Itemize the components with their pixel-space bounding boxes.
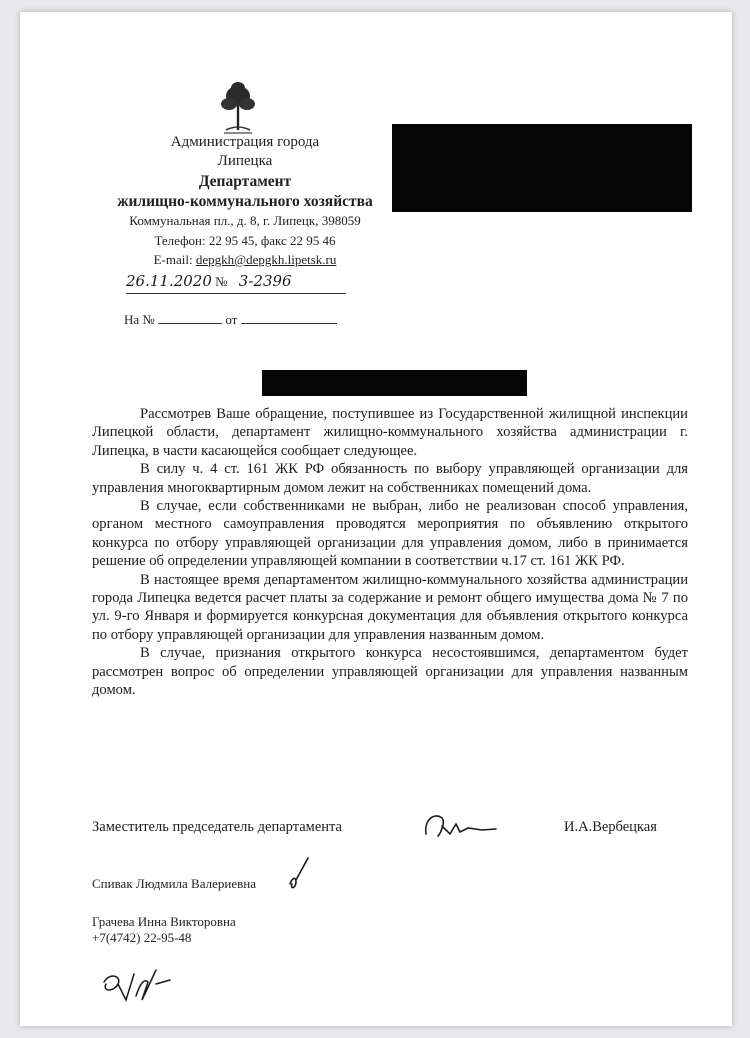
- paragraph-1: Рассмотрев Ваше обращение, поступившее из Государственной жилищной инспекции Липецкой области, департамент жилищно-коммунального хозяйства администрации г. Липецка, в части касающейся сообщает следующее.: [92, 406, 688, 459]
- reference-number-blank: [158, 312, 222, 324]
- number-label: №: [215, 274, 228, 289]
- paragraph-4: В настоящее время департаментом жилищно-коммунального хозяйства администрации города Липецка ведется расчет платы за содержание и ремонт общего имущества дома № 7 по ул. 9-го Января и формируется конкурсная документация для объявления открытого конкурса по отбору управляющей организации для управления названным домом.: [92, 571, 688, 643]
- executor-2: Грачева Инна Викторовна: [92, 914, 236, 929]
- org-name-line2: Липецка: [217, 153, 273, 169]
- signatory-position: Заместитель председатель департамента: [92, 819, 342, 835]
- department-title: Департамент: [198, 173, 292, 190]
- signatory-name: И.А.Вербецкая: [564, 819, 657, 835]
- handwritten-signature: [420, 808, 500, 842]
- reference-date-blank: [241, 312, 337, 324]
- letter-body: [92, 405, 688, 700]
- email-label: E-mail:: [153, 252, 196, 267]
- org-name-line1: Администрация города: [170, 134, 320, 150]
- paragraph-5: В случае, признания открытого конкурса несостоявшимся, департаментом будет рассмотрен вопрос об определении управляющей организации для управления названным домом.: [92, 645, 688, 699]
- tree-emblem-icon: [218, 78, 258, 136]
- handwritten-initials: [96, 960, 186, 1006]
- reference-line: [124, 312, 337, 328]
- executor-phone: +7(4742) 22-95-48: [92, 930, 192, 945]
- address: Коммунальная пл., д. 8, г. Липецк, 398059: [129, 213, 361, 228]
- executor-initial-mark: [286, 854, 314, 894]
- paragraph-2: В силу ч. 4 ст. 161 ЖК РФ обязанность по выбору управляющей организации для управления многоквартирным домом лежит на собственниках помещений дома.: [92, 461, 688, 496]
- redacted-recipient: [392, 124, 692, 212]
- letter-number: 3-2396: [238, 272, 292, 290]
- phone-fax: Телефон: 22 95 45, факс 22 95 46: [154, 233, 336, 248]
- executor-1: Спивак Людмила Валериевна: [92, 876, 256, 891]
- document-page: [20, 12, 732, 1026]
- redacted-salutation: [262, 370, 527, 396]
- reference-number-label: На №: [124, 312, 155, 327]
- reference-date-label: от: [225, 312, 238, 327]
- email-line: [80, 252, 410, 268]
- letter-date: 26.11.2020: [126, 272, 212, 290]
- registration-line: [126, 272, 346, 294]
- registration-underline: [126, 293, 346, 294]
- paragraph-3: В случае, если собственниками не выбран, либо не реализован способ управления, органом местного самоуправления проводятся мероприятия по объявлению открытого конкурса по отбору управляющей организации для управления домом, либо в принимается решение об определении управляющей компании в соответствии ч.17 ст. 161 ЖК РФ.: [92, 498, 688, 570]
- department-subtitle: жилищно-коммунального хозяйства: [117, 193, 373, 210]
- email-address: depgkh@depgkh.lipetsk.ru: [195, 252, 337, 267]
